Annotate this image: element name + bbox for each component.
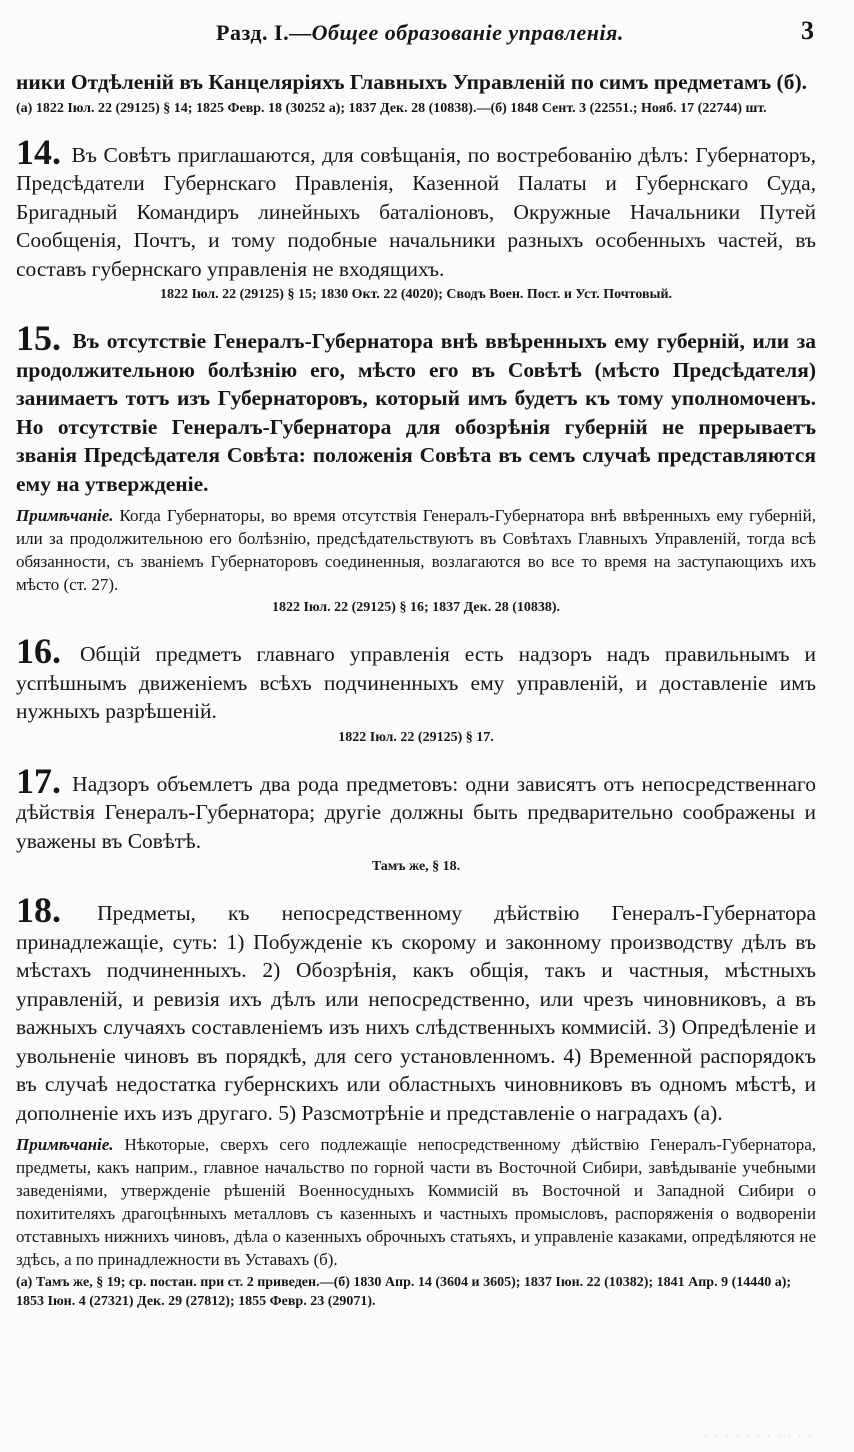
article-text: Предметы, къ непосредственному дѣйствію Генералъ-Губернатора принадлежащіе, суть: 1) Побужденіе къ скорому и законному производству дѣлъ въ мѣстахъ подчиненныхъ. 2) Обозрѣнія, какъ общія, такъ и частныя, мѣстныхъ управленій, и ревизія ихъ дѣлъ или непосредственно, или чрезъ чиновниковъ, а въ важныхъ случаяхъ составленіемъ изъ нихъ слѣдственныхъ коммисій. 3) Опредѣленіе и увольненіе чиновъ въ порядкѣ, для сего установленномъ. 4) Временной распорядокъ въ случаѣ недостатка губернскихъ или областныхъ чиновниковъ въ одномъ мѣстѣ, и дополненіе ихъ изъ другаго. 5) Разсмотрѣніе и представленіе о наградахъ (а).	[16, 901, 816, 1125]
article-text: Въ отсутствіе Генералъ-Губернатора внѣ ввѣренныхъ ему губерній, или за продолжительною болѣзнію его, мѣсто его въ Совѣтѣ (мѣсто Предсѣдателя) занимаетъ тотъ изъ Губернаторовъ, который имъ будетъ къ тому уполномоченъ. Но отсутствіе Генералъ-Губернатора для обозрѣнія губерній не прерываетъ званія Предсѣдателя Совѣта: положенія Совѣта въ семъ случаѣ представляются ему на утвержденіе.	[16, 329, 817, 496]
article-number: 14.	[16, 131, 61, 172]
article-source: (а) Тамъ же, § 19; ср. постан. при ст. 2 приведен.—(б) 1830 Апр. 14 (3604 и 3605); 1837 Іюн. 22 (10382); 1841 Апр. 9 (14440 а); 1853 Іюн. 4 (27321) Дек. 29 (27812); 1855 Февр. 23 (29071).	[16, 1275, 792, 1309]
continuation-source: (а) 1822 Іюл. 22 (29125) § 14; 1825 Февр. 18 (30252 а); 1837 Дек. 28 (10838).—(б) 1848 Сент. 3 (22551.; Нояб. 17 (22744) шт.	[16, 100, 767, 116]
article-source: 1822 Іюл. 22 (29125) § 16; 1837 Дек. 28 (10838).	[271, 600, 561, 615]
article-number: 18.	[16, 890, 61, 930]
article-note	[16, 504, 816, 596]
article-number: 16.	[16, 631, 61, 671]
continuation-text: ники Отдѣленій въ Канцеляріяхъ Главныхъ Управленій по симъ предметамъ (б).	[16, 70, 807, 94]
chapter-title: Общее образованіе управленія.	[311, 20, 624, 45]
section-label: Разд. I.—	[216, 20, 312, 45]
note-label: Примѣчаніе.	[16, 1135, 114, 1154]
running-header	[16, 12, 816, 46]
article-number: 17.	[16, 760, 61, 801]
article-source: 1822 Іюл. 22 (29125) § 17.	[338, 729, 494, 745]
scan-watermark: · · · · · · · · · · ·	[704, 1430, 814, 1442]
article-18	[16, 890, 816, 1311]
note-text: Нѣкоторые, сверхъ сего подлежащіе непосредственному дѣйствію Генералъ-Губернатора, предметы, какъ наприм., главное начальство по горной части въ Восточной Сибири, завѣдываніе учебными заведеніями, утвержденіе рѣшеній Военносудныхъ Коммисій въ Восточной и Западной Сибири о похитителяхъ драгоцѣнныхъ металловъ съ казенныхъ и частныхъ промысловъ, распоряженія о водвореніи отставныхъ нижнихъ чиновъ, дѣла о казенныхъ оброчныхъ статьяхъ, и управленіе казаками, опредѣляются не здѣсь, а по принадлежности въ Уставахъ (б).	[16, 1135, 816, 1269]
article-number: 15.	[16, 318, 61, 358]
article-14	[16, 131, 816, 305]
note-label: Примѣчаніе.	[16, 506, 114, 525]
continuation-block	[16, 68, 816, 118]
article-text: Надзоръ объемлетъ два рода предметовъ: одни зависятъ отъ непосредственнаго дѣйствія Генералъ-Губернатора; другіе должны быть предварительно соображены и уважены въ Совѣтѣ.	[16, 771, 817, 853]
article-source: 1822 Іюл. 22 (29125) § 15; 1830 Окт. 22 (4020); Сводъ Воен. Пост. и Уст. Почтовый.	[159, 287, 673, 302]
article-note	[16, 1133, 816, 1271]
article-source: Тамъ же, § 18.	[371, 859, 461, 874]
article-15	[16, 318, 817, 617]
article-text: Въ Совѣтъ приглашаются, для совѣщанія, по востребованію дѣлъ: Губернаторъ, Предсѣдатели Губернскаго Правленія, Казенной Палаты и Губернскаго Суда, Бригадный Командиръ линейныхъ баталіоновъ, Окружные Начальники Путей Сообщенія, Почтъ, и тому подобные начальники разныхъ особенныхъ частей, въ составъ губернскаго управленія не входящихъ.	[16, 142, 816, 281]
header-title	[216, 20, 624, 46]
article-16	[16, 631, 816, 747]
note-text: Когда Губернаторы, во время отсутствія Генералъ-Губернатора внѣ ввѣренныхъ ему губерній, или за продолжительною его болѣзнію, предсѣдательствуютъ въ Совѣтахъ Главныхъ Управленій, тогда всѣ обязанности, съ званіемъ Губернаторовъ соединенныя, возлагаются во все то время на заступающихъ ихъ мѣсто (ст. 27).	[16, 506, 816, 594]
page-number: 3	[801, 16, 814, 45]
article-text: Общій предметъ главнаго управленія есть надзоръ надъ правильнымъ и успѣшнымъ движеніемъ всѣхъ подчиненныхъ ему управленій, и доставленіе имъ нужныхъ разрѣшеній.	[16, 642, 816, 723]
article-17	[16, 760, 817, 877]
